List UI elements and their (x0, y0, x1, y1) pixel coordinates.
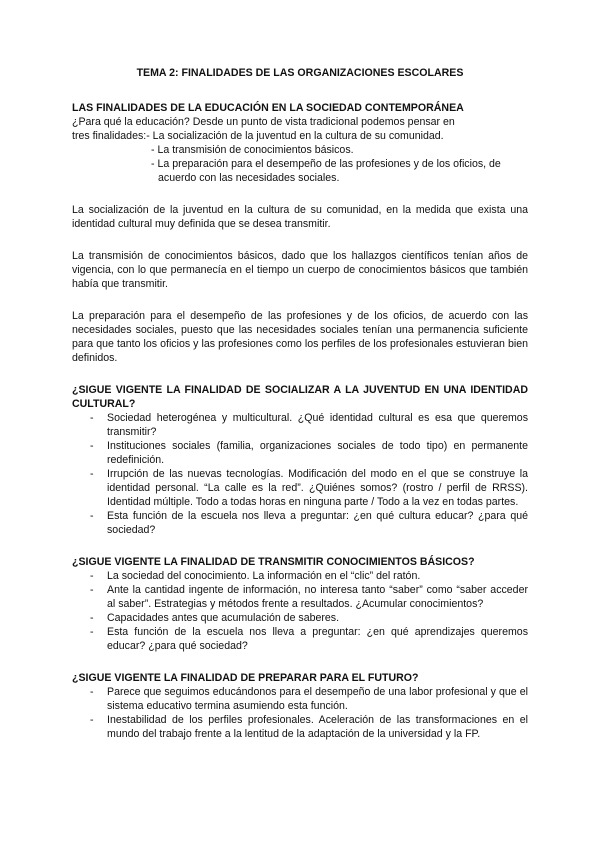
list-item: - Capacidades antes que acumulación de saberes. (90, 611, 528, 625)
list-item: - Esta función de la escuela nos lleva a preguntar: ¿en qué aprendizajes queremos educar? ¿para qué sociedad? (90, 625, 528, 653)
finalidad-item: acuerdo con las necesidades sociales. (158, 172, 340, 184)
section-heading: ¿SIGUE VIGENTE LA FINALIDAD DE PREPARAR PARA EL FUTURO? (72, 672, 419, 684)
list-item: - La sociedad del conocimiento. La información en el “clic” del ratón. (90, 569, 528, 583)
section-heading: ¿SIGUE VIGENTE LA FINALIDAD DE TRANSMITIR CONOCIMIENTOS BÁSICOS? (72, 556, 475, 568)
page-title: TEMA 2: FINALIDADES DE LAS ORGANIZACIONES ESCOLARES (136, 67, 464, 79)
paragraph-socializacion: La socialización de la juventud en la cultura de su comunidad, en la medida que exista una identidad cultural muy definida que se desea transmitir. (72, 204, 528, 230)
list-item: - Inestabilidad de los perfiles profesionales. Aceleración de las transformaciones en el mundo del trabajo frente a la lentitud de la adaptación de la universidad y la FP. (90, 713, 528, 741)
paragraph-transmision: La transmisión de conocimientos básicos, dado que los hallazgos científicos tenían años de vigencia, con lo que permanecía en el tiempo un cuerpo de conocimientos básicos que también había que transmitir. (72, 250, 528, 290)
list-item: - Ante la cantidad ingente de información, no interesa tanto “saber” como “saber acceder al saber”. Estrategias y métodos frente a resultados. ¿Acumular conocimientos? (90, 583, 528, 611)
list-item: - Instituciones sociales (familia, organizaciones sociales de todo tipo) en permanente redefinición. (90, 439, 528, 467)
section-list (72, 685, 528, 741)
finalidades-row (72, 129, 528, 143)
intro-line: ¿Para qué la educación? Desde un punto de vista tradicional podemos pensar en (72, 116, 455, 128)
intro-heading: LAS FINALIDADES DE LA EDUCACIÓN EN LA SOCIEDAD CONTEMPORÁNEA (72, 102, 464, 114)
section-list (72, 411, 528, 537)
list-item: - Irrupción de las nuevas tecnologías. Modificación del modo en el que se construye la identidad personal. “La calle es la red”. ¿Quiénes somos? (rostro / perfil de RRSS). Identidad múltiple. Todo a todas horas en ninguna parte / Todo a la vez en todas partes. (90, 467, 528, 509)
finalidades-lead: tres finalidades: (72, 130, 147, 142)
list-item: - Esta función de la escuela nos lleva a preguntar: ¿en qué cultura educar? ¿para qué sociedad? (90, 509, 528, 537)
section-heading: ¿SIGUE VIGENTE LA FINALIDAD DE SOCIALIZAR A LA JUVENTUD EN UNA IDENTIDAD CULTURAL? (72, 384, 528, 410)
paragraph-preparacion: La preparación para el desempeño de las profesiones y de los oficios, de acuerdo con las necesidades sociales, puesto que las necesidades sociales tenían una permanencia suficiente para que tanto los oficios y las profesiones como los perfiles de los profesionales estuvieran bien definidos. (72, 310, 528, 364)
finalidad-item: - La preparación para el desempeño de las profesiones y de los oficios, de (151, 158, 501, 170)
list-item: - Sociedad heterogénea y multicultural. ¿Qué identidad cultural es esa que queremos transmitir? (90, 411, 528, 439)
section-list (72, 569, 528, 653)
list-item: - Parece que seguimos educándonos para el desempeño de una labor profesional y que el sistema educativo termina asumiendo esta función. (90, 685, 528, 713)
finalidad-item: - La transmisión de conocimientos básicos. (151, 144, 354, 156)
finalidad-item: - La socialización de la juventud en la cultura de su comunidad. (146, 130, 444, 142)
